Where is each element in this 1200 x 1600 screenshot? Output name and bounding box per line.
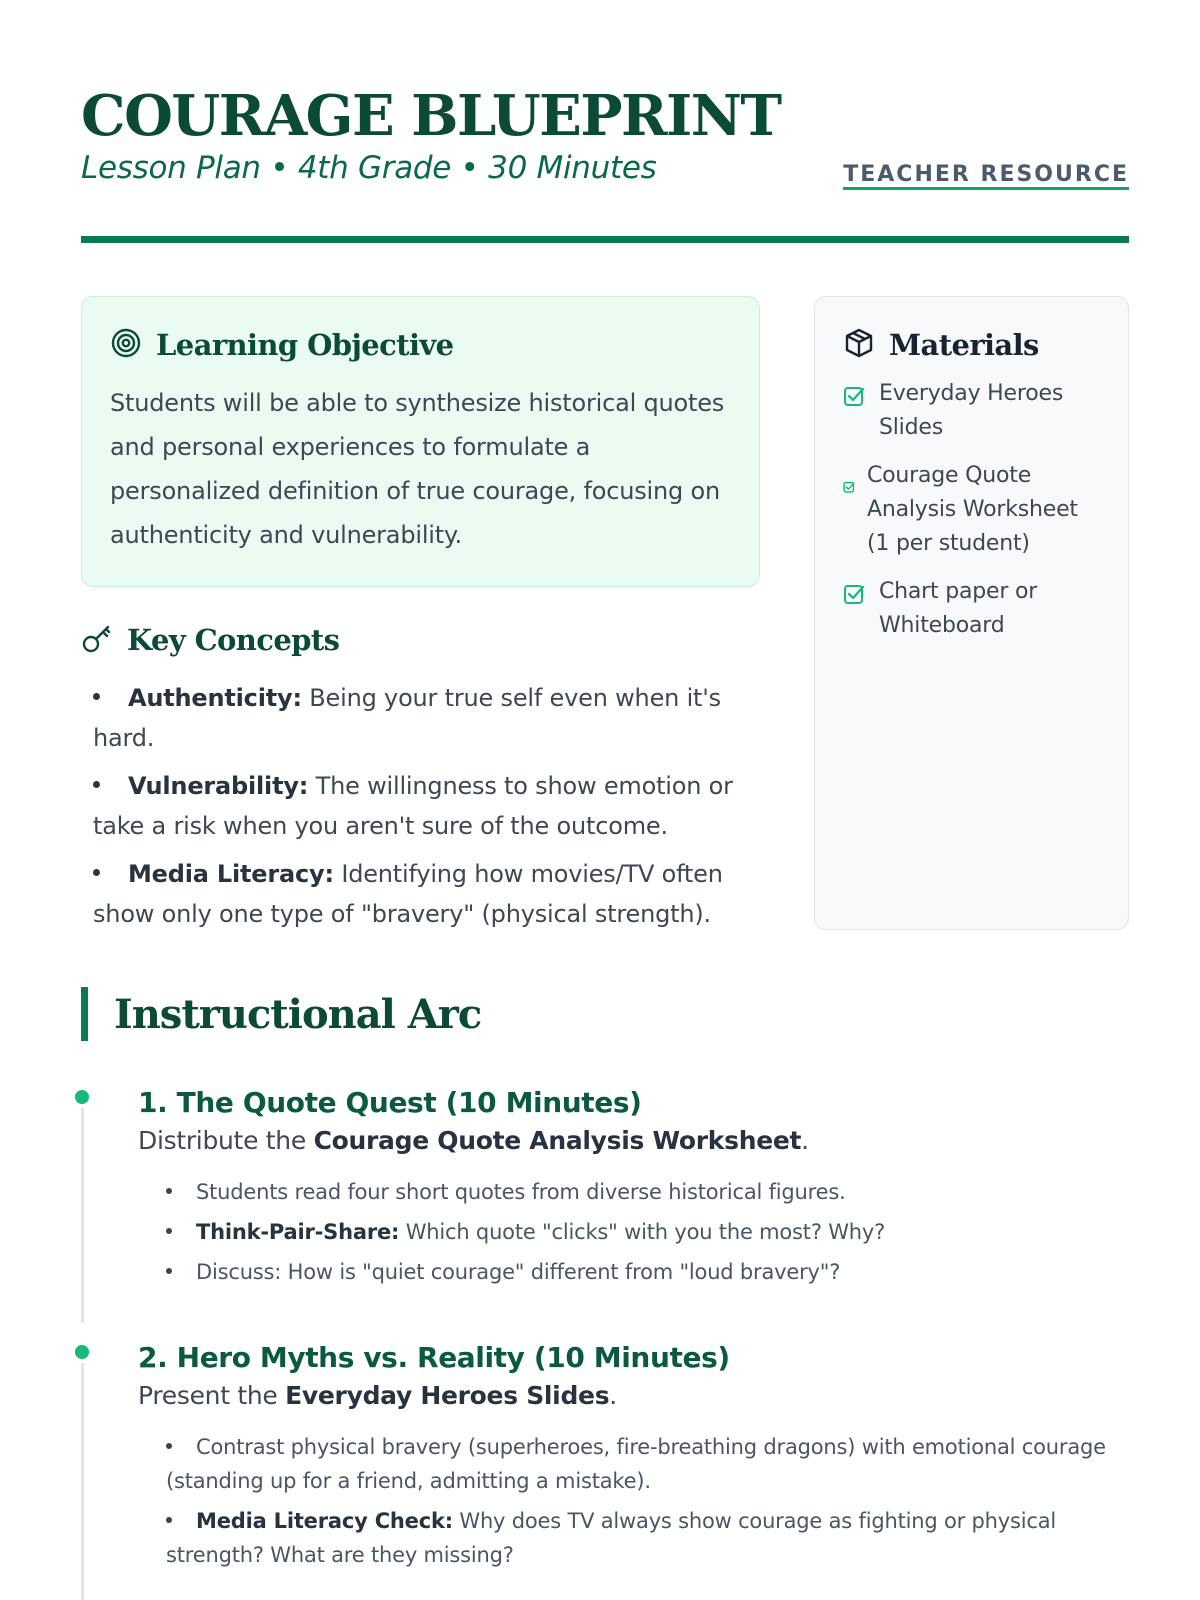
bullet-dot <box>166 1228 172 1234</box>
materials-item <box>843 459 1100 561</box>
materials-card <box>814 296 1129 930</box>
bullet-dot <box>93 869 100 876</box>
bullet-dot <box>166 1517 172 1523</box>
step-intro-prefix: Present the <box>138 1380 286 1410</box>
step-intro-resource: Courage Quote Analysis Worksheet <box>313 1125 802 1155</box>
materials-item <box>843 575 1100 643</box>
target-icon <box>110 327 142 363</box>
step-intro <box>138 1381 1129 1410</box>
instructional-arc-heading: Instructional Arc <box>114 990 482 1038</box>
activity-text: Why does TV always show courage as fighting or physical strength? What are they missing? <box>166 1508 1056 1567</box>
concept-term: Authenticity: <box>128 684 302 712</box>
activity-text: Students read four short quotes from diverse historical figures. <box>196 1179 846 1204</box>
learning-objective-text: Students will be able to synthesize historical quotes and personal experiences to formulate a personalized definition of true courage, focusing on authenticity and vulnerability. <box>110 389 725 549</box>
concept-definition: Identifying how movies/TV often show only one type of "bravery" (physical strength). <box>93 860 723 928</box>
step-activity-item <box>166 1255 1129 1289</box>
learning-objective-heading: Learning Objective <box>156 328 454 362</box>
step-intro-resource: Everyday Heroes Slides <box>285 1380 610 1410</box>
bullet-dot <box>93 781 100 788</box>
concept-item <box>81 854 760 934</box>
concept-definition: The willingness to show emotion or take a risk when you aren't sure of the outcome. <box>93 772 733 840</box>
step-activity-item <box>166 1504 1129 1572</box>
step-intro-suffix: . <box>609 1380 617 1410</box>
key-icon <box>81 622 113 658</box>
bullet-dot <box>93 693 100 700</box>
timeline-line <box>81 1108 84 1323</box>
key-concepts-heading: Key Concepts <box>127 623 340 657</box>
bullet-dot <box>166 1188 172 1194</box>
page-subtitle: Lesson Plan • 4th Grade • 30 Minutes <box>81 150 657 186</box>
step-activity-item <box>166 1430 1129 1498</box>
page-title: COURAGE BLUEPRINT <box>81 83 781 149</box>
concept-item <box>81 766 760 846</box>
timeline-dot <box>75 1345 89 1359</box>
concept-item <box>81 678 760 758</box>
bullet-dot <box>166 1443 172 1449</box>
activity-text: Discuss: How is "quiet courage" different from "loud bravery"? <box>196 1259 841 1284</box>
activity-text: Which quote "clicks" with you the most? Why? <box>399 1219 886 1244</box>
materials-list <box>843 377 1100 643</box>
step-title: 2. Hero Myths vs. Reality (10 Minutes) <box>138 1341 730 1374</box>
teacher-resource-link[interactable]: TEACHER RESOURCE <box>843 162 1129 190</box>
instructional-arc-header <box>81 987 481 1041</box>
step-intro-suffix: . <box>801 1125 809 1155</box>
timeline-line <box>81 1363 84 1600</box>
checkbox-checked-icon <box>843 470 855 504</box>
arc-step <box>81 1086 1129 1295</box>
key-concepts-section <box>81 622 760 942</box>
concept-term: Media Literacy: <box>128 860 334 888</box>
page-header <box>81 78 1129 244</box>
checkbox-checked-icon <box>843 384 865 418</box>
activity-text: Contrast physical bravery (superheroes, fire-breathing dragons) with emotional courage (standing up for a friend, admitting a mistake). <box>166 1434 1106 1493</box>
key-concepts-list <box>81 678 760 934</box>
step-intro-prefix: Distribute the <box>138 1125 314 1155</box>
arc-step <box>81 1341 1129 1578</box>
activity-term: Media Literacy Check: <box>196 1508 453 1533</box>
materials-item <box>843 377 1100 445</box>
concept-definition: Being your true self even when it's hard. <box>93 684 721 752</box>
step-activity-item <box>166 1215 1129 1249</box>
materials-header <box>843 327 1100 363</box>
checkbox-checked-icon <box>843 582 865 616</box>
step-intro <box>138 1126 1129 1155</box>
materials-item-label: Courage Quote Analysis Worksheet (1 per student) <box>867 463 1078 556</box>
materials-heading: Materials <box>889 328 1039 362</box>
key-concepts-header <box>81 622 760 658</box>
step-title: 1. The Quote Quest (10 Minutes) <box>138 1086 642 1119</box>
step-activity-list <box>166 1430 1129 1572</box>
step-activity-item <box>166 1175 1129 1209</box>
materials-item-label: Everyday Heroes Slides <box>879 381 1064 440</box>
timeline-dot <box>75 1090 89 1104</box>
header-divider <box>81 236 1129 243</box>
materials-item-label: Chart paper or Whiteboard <box>879 579 1038 638</box>
step-activity-list <box>166 1175 1129 1289</box>
concept-term: Vulnerability: <box>128 772 309 800</box>
learning-objective-header <box>110 327 731 363</box>
learning-objective-card <box>81 296 760 587</box>
bullet-dot <box>166 1268 172 1274</box>
box-icon <box>843 327 875 363</box>
activity-term: Think-Pair-Share: <box>196 1219 400 1244</box>
